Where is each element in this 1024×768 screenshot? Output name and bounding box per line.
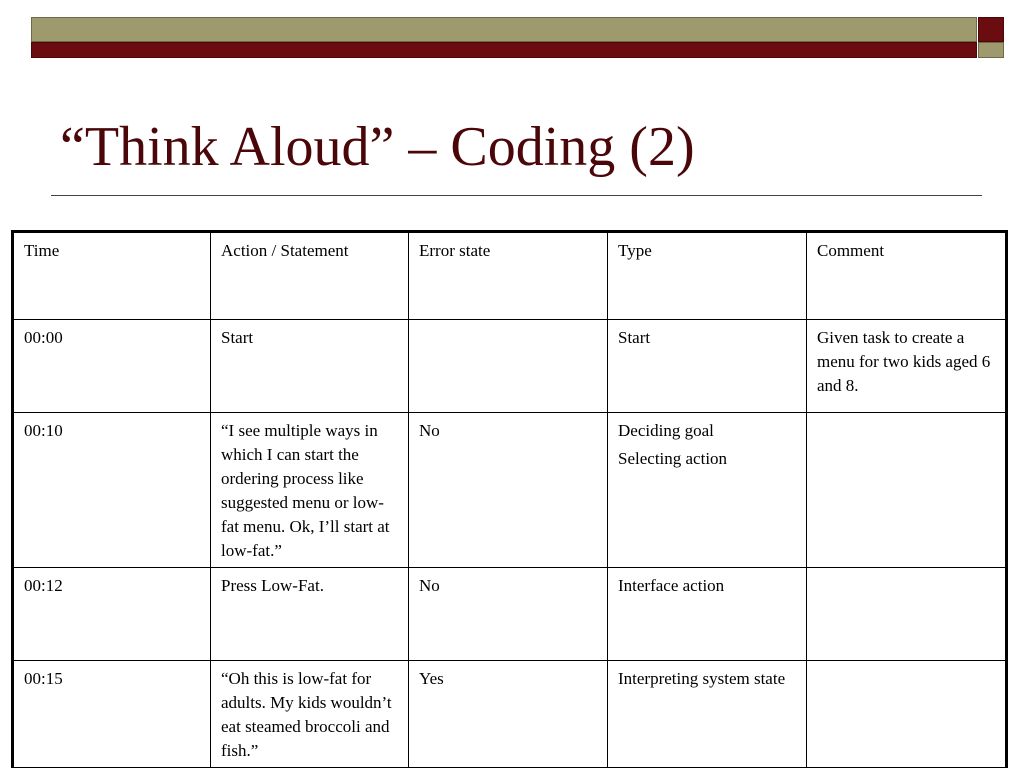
slide-title: “Think Aloud” – Coding (2) [60, 116, 695, 178]
cell-comment: Given task to create a menu for two kids aged 6 and 8. [807, 320, 1007, 413]
cell-comment [807, 568, 1007, 661]
table-row [13, 413, 1007, 568]
title-divider [51, 195, 982, 196]
cell-time: 00:15 [13, 661, 211, 768]
type-label: Deciding goal [618, 421, 714, 440]
cell-error: Yes [409, 661, 608, 768]
coding-table [11, 230, 1008, 768]
cell-action: Press Low-Fat. [211, 568, 409, 661]
cell-time: 00:10 [13, 413, 211, 568]
type-label: Start [618, 328, 651, 347]
type-label: Selecting action [618, 449, 728, 468]
table-row [13, 661, 1007, 768]
cell-action: “I see multiple ways in which I can start the ordering process like suggested menu or low-fat menu. Ok, I’ll start at low-fat.” [211, 413, 409, 568]
cell-comment [807, 661, 1007, 768]
cell-time: 00:12 [13, 568, 211, 661]
header-square-maroon [978, 17, 1004, 42]
cell-time: 00:00 [13, 320, 211, 413]
cell-type [608, 568, 807, 661]
cell-error: No [409, 413, 608, 568]
header-band-olive [31, 17, 977, 42]
cell-type [608, 413, 807, 568]
cell-action: Start [211, 320, 409, 413]
table-header-row [13, 232, 1007, 320]
cell-type [608, 320, 807, 413]
header-cell-type: Type [608, 232, 807, 320]
header-square-olive [978, 42, 1004, 58]
table-row [13, 320, 1007, 413]
header-cell-action: Action / Statement [211, 232, 409, 320]
cell-error [409, 320, 608, 413]
cell-action: “Oh this is low-fat for adults. My kids wouldn’t eat steamed broccoli and fish.” [211, 661, 409, 768]
type-label: Interpreting system state [618, 669, 786, 688]
header-cell-time: Time [13, 232, 211, 320]
type-label: Interface action [618, 576, 725, 595]
cell-comment [807, 413, 1007, 568]
header-cell-error: Error state [409, 232, 608, 320]
header-band-maroon [31, 42, 977, 58]
cell-type [608, 661, 807, 768]
header-cell-comment: Comment [807, 232, 1007, 320]
cell-error: No [409, 568, 608, 661]
table-row [13, 568, 1007, 661]
